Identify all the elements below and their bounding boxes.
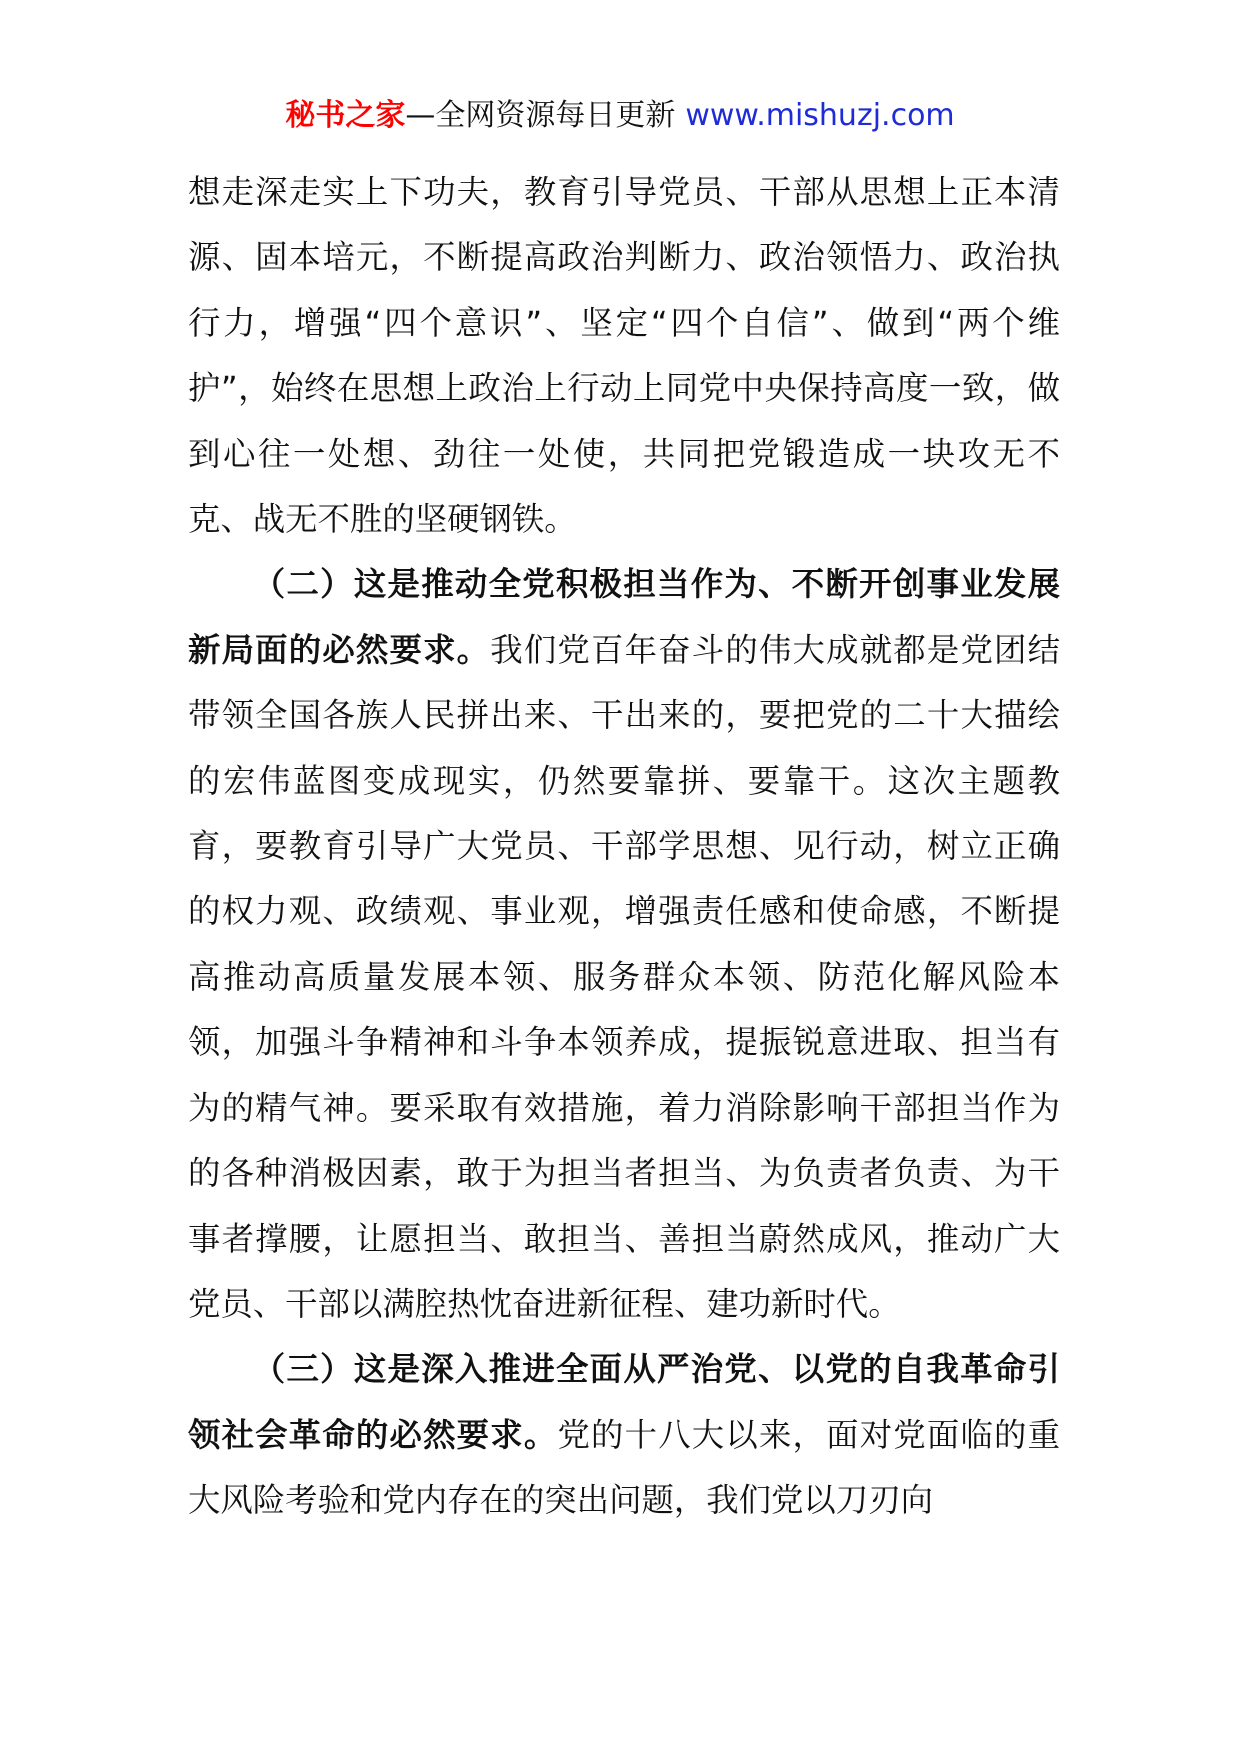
section-two-heading: （二）这是推动全党积极担当作为、不断开创事业发展新局面的必然要求。 xyxy=(188,565,1060,669)
paragraph-continuation xyxy=(188,160,1060,552)
paragraph-section-three xyxy=(188,1337,1060,1533)
paragraph-section-two xyxy=(188,552,1060,1337)
site-brand: 秘书之家 xyxy=(285,98,406,133)
site-header xyxy=(0,96,1240,136)
section-three-heading: （三）这是深入推进全面从严治党、以党的自我革命引领社会革命的必然要求。 xyxy=(188,1350,1060,1454)
section-three-text: 党的十八大以来，面对党面临的重大风险考验和党内存在的突出问题，我们党以刀刃向 xyxy=(188,1415,1061,1520)
section-two-text: 我们党百年奋斗的伟大成就都是党团结带领全国各族人民拼出来、干出来的，要把党的二十大描绘的宏伟蓝图变成现实，仍然要靠拼、要靠干。这次主题教育，要教育引导广大党员、干部学思想、见行动，树立正确的权力观、政绩观、事业观，增强责任感和使命感，不断提高推动高质量发展本领、服务群众本领、防范化解风险本领，加强斗争精神和斗争本领养成，提振锐意进取、担当有为的精气神。要采取有效措施，着力消除影响干部担当作为的各种消极因素，敢于为担当者担当、为负责者负责、为干事者撑腰，让愿担当、敢担当、善担当蔚然成风，推动广大党员、干部以满腔热忱奋进新征程、建功新时代。 xyxy=(188,630,1061,1323)
site-url-link[interactable]: www.mishuzj.com xyxy=(685,98,955,133)
document-body xyxy=(188,160,1060,1534)
paragraph-text: 想走深走实上下功夫，教育引导党员、干部从思想上正本清源、固本培元，不断提高政治判断力、政治领悟力、政治执行力，增强“四个意识”、坚定“四个自信”、做到“两个维护”，始终在思想上政治上行动上同党中央保持高度一致，做到心往一处想、劲往一处使，共同把党锻造成一块攻无不克、战无不胜的坚硬钢铁。 xyxy=(188,173,1060,539)
site-tagline: —全网资源每日更新 xyxy=(405,98,676,133)
